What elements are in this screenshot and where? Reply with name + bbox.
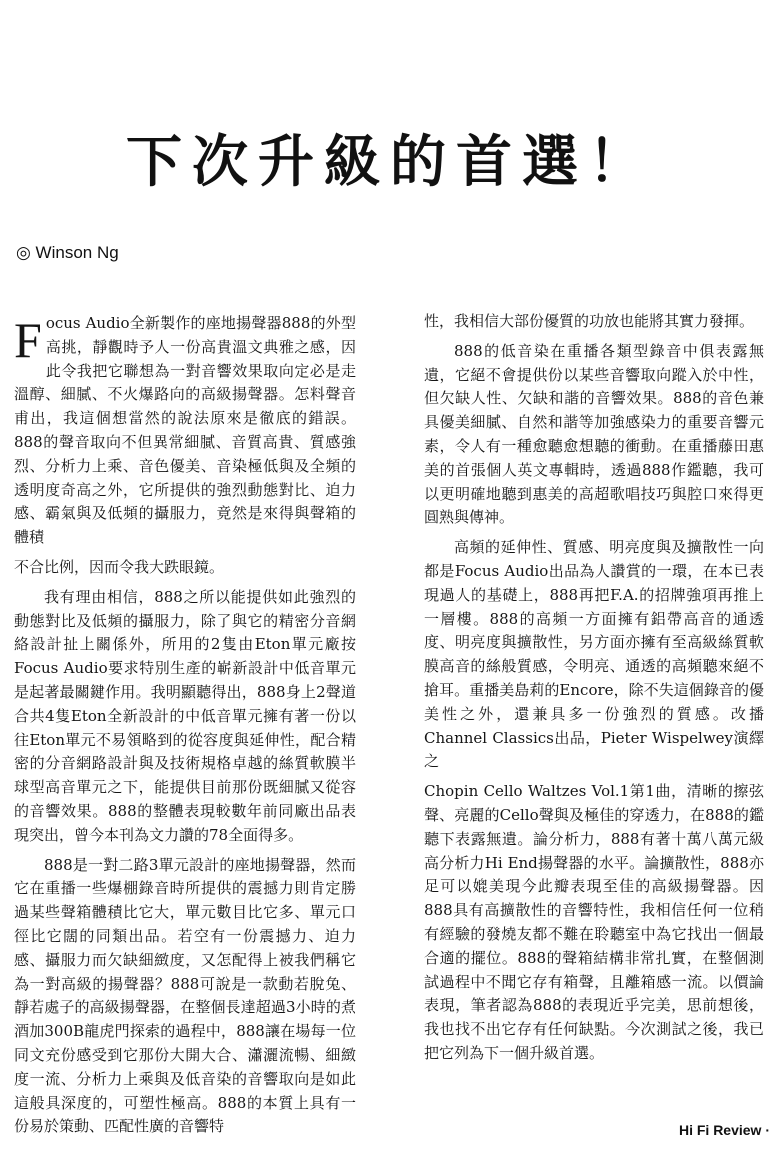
left-column [14,312,356,1145]
drop-cap: F [14,312,42,368]
article-title: 下次升級的首選！ [126,128,654,195]
paragraph: 高頻的延伸性、質感、明亮度與及擴散性一向都是Focus Audio出品為人讚賞的一環，在本已表現過人的基礎上，888再把F.A.的招牌強項再推上一層樓。888的高頻一方面擁有鋁帶高音的通透度、明亮度與擴散性，另方面亦擁有至高級絲質軟膜高音的絲般質感，令明亮、通透的高頻聽來絕不搶耳。重播美島莉的Encore，除不失這個錄音的優美性之外，還兼具多一份強烈的質感。改播Channel Classics出品，Pieter Wispelwey演繹之 [424,538,764,771]
paragraph: 888是一對二路3單元設計的座地揚聲器，然而它在重播一些爆棚錄音時所提供的震撼力則肯定勝過某些聲箱體積比它大，單元數目比它多、單元口徑比它闊的同類出品。若空有一份震撼力、迫力感、攝服力而欠缺細緻度，又怎配得上被我們稱它為一對高級的揚聲器？888可說是一款動若脫兔、靜若處子的高級揚聲器，在整個長達超過3小時的煮酒加300B龍虎門探索的過程中，888讓在場每一位同文充份感受到它那份大開大合、瀟灑流暢、細緻度一流、分析力上乘與及低音染的音響取向是如此這般具深度的，可塑性極高。888的本質上具有一份易於策動、匹配性廣的音響特 [14,855,356,1136]
paragraph-text: ocus Audio全新製作的座地揚聲器888的外型高挑，靜觀時予人一份高貴溫文典雅之感，因此令我把它聯想為一對音響效果取向定必是走溫醇、細膩、不火爆路向的高級揚聲器。怎料聲音甫出，我這個想當然的說法原來是徹底的錯誤。888的聲音取向不但異常細膩、音質高貴、質感強烈、分析力上乘、音色優美、音染極低與及全頻的透明度奇高之外，它所提供的強烈動態對比、迫力感、霸氣與及低頻的攝服力，竟然是來得與聲箱的體積 [14,314,356,547]
paragraph: 我有理由相信，888之所以能提供如此強烈的動態對比及低頻的攝服力，除了與它的精密分音網絡設計扯上關係外，所用的2隻由Eton單元廠按Focus Audio要求特別生產的嶄新設計中低音單元是起著最關鍵作用。我明顯聽得出，888身上2聲道合共4隻Eton全新設計的中低音單元擁有著一份以往Eton單元不易領略到的從容度與延伸性，配合精密的分音網路設計與及技術規格卓越的絲質軟膜半球型高音單元之下，能提供目前那份既細膩又從容的音響效果。888的整體表現較數年前同廠出品表現突出，曾今本刊為文力讚的78全面得多。 [14,587,356,844]
paragraph: Chopin Cello Waltzes Vol.1第1曲，清晰的擦弦聲、亮麗的Cello聲與及極佳的穿透力，在888的鑑聽下表露無遺。論分析力，888有著十萬八萬元級高分析力Hi End揚聲器的水平。論擴散性，888亦足可以媲美現今此瓣表現至佳的高級揚聲器。因888具有高擴散性的音響特性，我相信任何一位稍有經驗的發燒友都不難在聆聽室中為它找出一個最合適的擺位。888的聲箱結構非常扎實，在整個測試過程中不聞它存有箱聲，且離箱感一流。以價論表現，筆者認為888的表現近乎完美，思前想後，我也找不出它存有任何缺點。今次測試之後，我已把它列為下一個升級首選。 [424,782,764,1062]
paragraph: 性，我相信大部份優質的功放也能將其實力發揮。 [424,312,755,330]
paragraph: 不合比例，因而令我大跌眼鏡。 [14,557,225,576]
magazine-footer: Hi Fi Review · [678,1122,770,1138]
right-column [424,310,764,1072]
paragraph [14,312,356,550]
paragraph: 888的低音染在重播各類型錄音中俱表露無遺，它絕不會提供份以某些音響取向蹤入於中性，但欠缺人性、欠缺和諧的音響效果。888的音色兼具優美細膩、自然和諧等加強感染力的重要音響元素，令人有一種愈聽愈想聽的衝動。在重播藤田惠美的首張個人英文專輯時，透過888作鑑聽，我可以更明確地聽到惠美的高超歌唱技巧與腔口來得更圓熟與傳神。 [424,341,764,527]
byline: ◎ Winson Ng [16,243,119,262]
